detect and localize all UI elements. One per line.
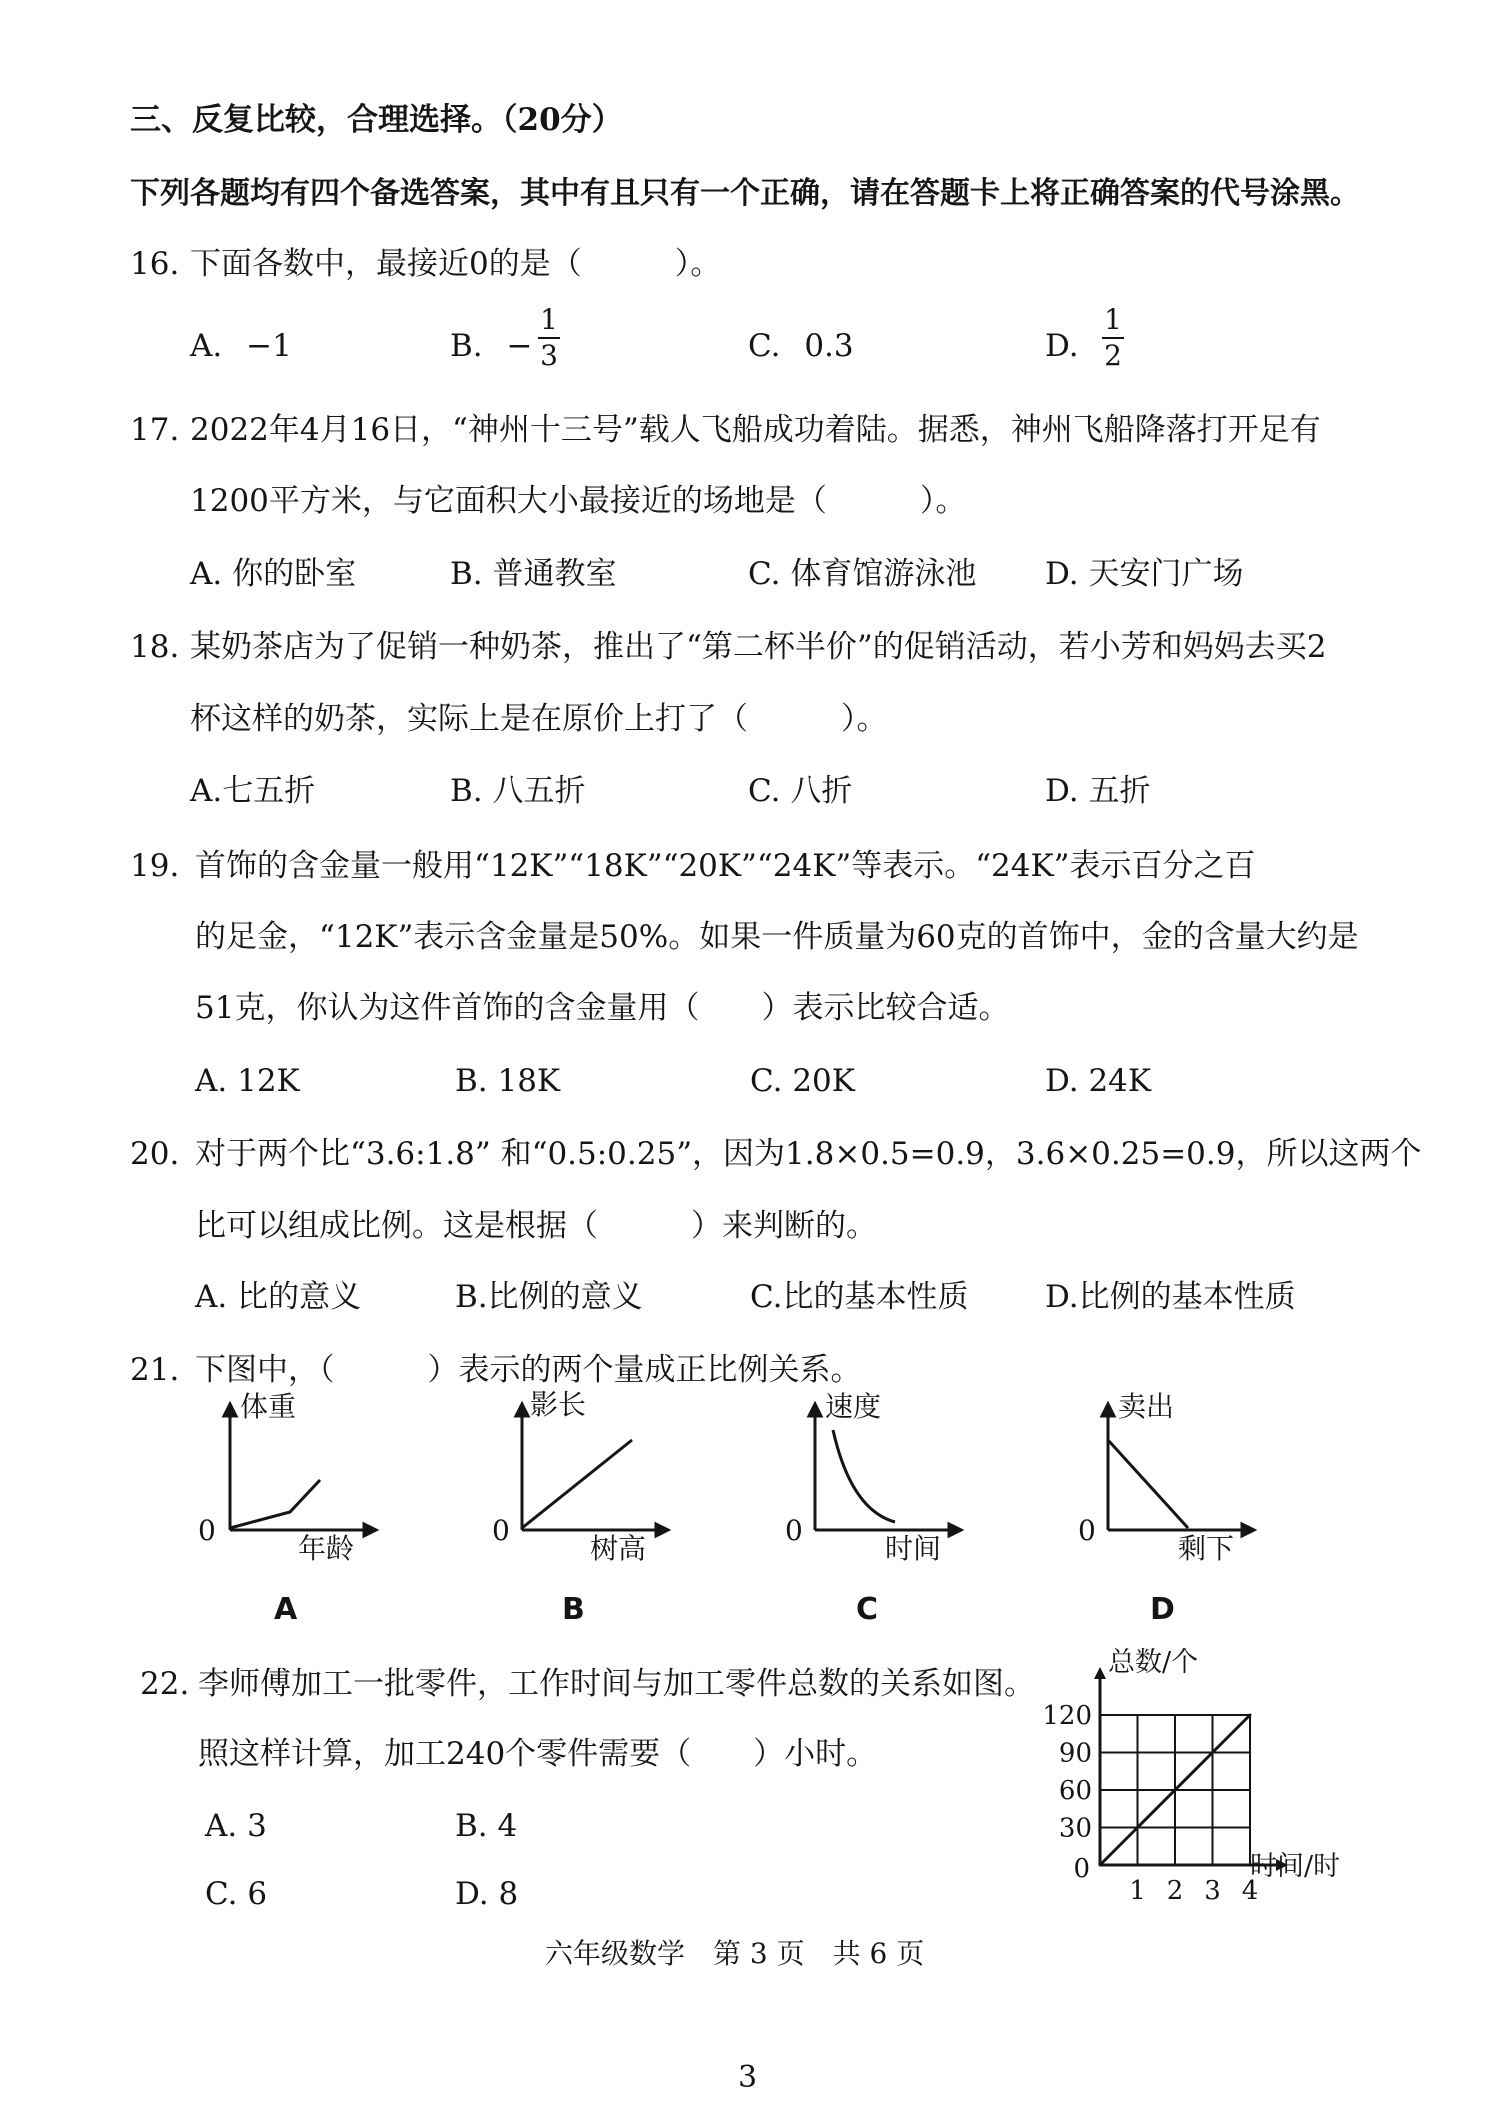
option-label: A. bbox=[190, 328, 223, 364]
data-point bbox=[1136, 1826, 1139, 1829]
q22-option-c: C. 6 bbox=[205, 1876, 268, 1912]
option-label: C. bbox=[748, 328, 781, 364]
graph-b-shadow-tree bbox=[492, 1400, 672, 1550]
q19-option-a: A. 12K bbox=[195, 1063, 300, 1099]
question-19-stem-line1: 首饰的含金量一般用“12K”“18K”“20K”“24K”等表示。“24K”表示百分之百 bbox=[195, 848, 1256, 884]
y-axis-arrow bbox=[224, 1404, 236, 1416]
question-number: 16. bbox=[130, 246, 180, 282]
option-label: D. bbox=[1045, 328, 1079, 364]
question-21-stem: 下图中，（ ）表示的两个量成正比例关系。 bbox=[195, 1352, 862, 1388]
q17-option-a: A. 你的卧室 bbox=[190, 556, 357, 592]
x-axis-arrow bbox=[1242, 1524, 1254, 1536]
graph-line bbox=[230, 1480, 320, 1528]
graph-a-caption: A bbox=[274, 1592, 298, 1627]
q16-option-d bbox=[1045, 326, 1079, 366]
minus-sign: − bbox=[506, 328, 533, 364]
q20-option-c: C.比的基本性质 bbox=[750, 1279, 969, 1315]
q16-option-a bbox=[190, 326, 292, 366]
y-tick-label: 30 bbox=[1058, 1813, 1092, 1844]
question-number: 18. bbox=[130, 629, 180, 665]
question-number: 22. bbox=[140, 1666, 190, 1702]
q17-option-d: D. 天安门广场 bbox=[1045, 556, 1244, 592]
numerator: 1 bbox=[540, 303, 558, 336]
q16-option-c bbox=[748, 326, 854, 366]
graph-c-xlabel: 时间 bbox=[885, 1532, 942, 1565]
numerator: 1 bbox=[1104, 303, 1122, 336]
q22-option-a: A. 3 bbox=[205, 1808, 267, 1844]
question-number: 21. bbox=[130, 1352, 180, 1388]
q18-option-c: C. 八折 bbox=[748, 773, 853, 809]
x-axis-arrow bbox=[949, 1524, 961, 1536]
question-18-stem-line1: 某奶茶店为了促销一种奶茶，推出了“第二杯半价”的促销活动，若小芳和妈妈去买2 bbox=[190, 629, 1327, 665]
graph-d-origin: 0 bbox=[1078, 1514, 1096, 1547]
x-axis-arrow bbox=[364, 1524, 376, 1536]
graph-curve bbox=[833, 1430, 895, 1522]
graph-b-ylabel: 影长 bbox=[530, 1388, 587, 1421]
section-instruction: 下列各题均有四个备选答案，其中有且只有一个正确，请在答题卡上将正确答案的代号涂黑。 bbox=[130, 176, 1360, 211]
question-22-stem-line1: 李师傅加工一批零件，工作时间与加工零件总数的关系如图。 bbox=[198, 1666, 1035, 1702]
chart-ticks bbox=[1042, 1701, 1258, 1905]
page-footer: 六年级数学 第 3 页 共 6 页 bbox=[545, 1937, 925, 1970]
graph-b-xlabel: 树高 bbox=[590, 1532, 647, 1565]
q17-option-b: B. 普通教室 bbox=[450, 556, 617, 592]
y-tick-label: 120 bbox=[1042, 1701, 1092, 1731]
graph-c-caption: C bbox=[856, 1592, 879, 1627]
y-axis-arrow bbox=[516, 1404, 528, 1416]
data-point bbox=[1211, 1751, 1214, 1754]
graph-c-ylabel: 速度 bbox=[825, 1390, 882, 1423]
question-19-stem-line2: 的足金，“12K”表示含金量是50%。如果一件质量为60克的首饰中，金的含量大约是 bbox=[195, 919, 1359, 955]
origin-label: 0 bbox=[1073, 1854, 1090, 1884]
data-point bbox=[1174, 1789, 1177, 1792]
question-18-stem-line2: 杯这样的奶茶，实际上是在原价上打了（ ）。 bbox=[190, 701, 888, 737]
question-20-stem-line2: 比可以组成比例。这是根据（ ）来判断的。 bbox=[195, 1208, 877, 1244]
question-16-stem: 下面各数中，最接近0的是（ ）。 bbox=[190, 246, 722, 282]
graph-d-caption: D bbox=[1150, 1592, 1175, 1627]
q18-option-d: D. 五折 bbox=[1045, 773, 1151, 809]
q19-option-b: B. 18K bbox=[455, 1063, 561, 1099]
question-number: 20. bbox=[130, 1136, 180, 1172]
graph-a-xlabel: 年龄 bbox=[298, 1532, 355, 1565]
graph-a-origin: 0 bbox=[198, 1514, 216, 1547]
graph-d-xlabel: 剩下 bbox=[1178, 1532, 1235, 1565]
y-axis-arrow bbox=[1102, 1404, 1114, 1416]
y-tick-label: 90 bbox=[1058, 1738, 1092, 1769]
q18-option-a: A.七五折 bbox=[190, 773, 316, 809]
q22-option-d: D. 8 bbox=[455, 1876, 519, 1912]
graph-a-ylabel: 体重 bbox=[240, 1390, 297, 1423]
y-tick-label: 60 bbox=[1058, 1776, 1092, 1806]
y-axis-arrow bbox=[1094, 1667, 1106, 1679]
option-value: −1 bbox=[246, 328, 292, 364]
graph-line bbox=[522, 1440, 632, 1528]
q18-option-b: B. 八五折 bbox=[450, 773, 586, 809]
q22-option-b: B. 4 bbox=[455, 1808, 518, 1844]
graph-line bbox=[1108, 1440, 1188, 1528]
x-tick-label: 3 bbox=[1204, 1876, 1221, 1905]
denominator: 3 bbox=[540, 339, 558, 372]
x-tick-label: 4 bbox=[1241, 1876, 1259, 1905]
q20-option-d: D.比例的基本性质 bbox=[1045, 1279, 1296, 1315]
page-number: 3 bbox=[738, 2060, 758, 2095]
q20-option-a: A. 比的意义 bbox=[195, 1279, 362, 1315]
q16-option-b bbox=[450, 326, 532, 366]
y-axis-arrow bbox=[809, 1404, 821, 1416]
chart-xlabel: 时间/时 bbox=[1250, 1851, 1341, 1882]
option-value: 0.3 bbox=[804, 328, 854, 364]
q17-option-c: C. 体育馆游泳池 bbox=[748, 556, 977, 592]
question-17-stem-line2: 1200平方米，与它面积大小最接近的场地是（ ）。 bbox=[190, 483, 967, 519]
fraction-minus-one-third bbox=[538, 305, 560, 371]
question-number: 17. bbox=[130, 412, 180, 448]
data-point bbox=[1099, 1864, 1102, 1867]
q20-option-b: B.比例的意义 bbox=[455, 1279, 643, 1315]
option-label: B. bbox=[450, 328, 483, 364]
question-19-stem-line3: 51克，你认为这件首饰的含金量用（ ）表示比较合适。 bbox=[195, 990, 1010, 1026]
q19-option-d: D. 24K bbox=[1045, 1063, 1152, 1099]
question-20-stem-line1: 对于两个比“3.6:1.8” 和“0.5:0.25”，因为1.8×0.5=0.9，3.6×0.25=0.9，所以这两个 bbox=[195, 1136, 1422, 1172]
graph-d-ylabel: 卖出 bbox=[1118, 1390, 1175, 1423]
question-number: 19. bbox=[130, 848, 180, 884]
fraction-one-half bbox=[1102, 305, 1124, 371]
chart-ylabel: 总数/个 bbox=[1108, 1647, 1199, 1678]
data-point bbox=[1249, 1714, 1252, 1717]
section-title: 三、反复比较，合理选择。（20分） bbox=[130, 102, 623, 138]
axes bbox=[224, 1404, 376, 1536]
graph-b-caption: B bbox=[562, 1592, 585, 1627]
question-22-stem-line2: 照这样计算，加工240个零件需要（ ）小时。 bbox=[198, 1736, 878, 1772]
x-axis-arrow bbox=[656, 1524, 668, 1536]
denominator: 2 bbox=[1104, 339, 1122, 372]
q19-option-c: C. 20K bbox=[750, 1063, 855, 1099]
axes bbox=[809, 1404, 961, 1536]
question-17-stem-line1: 2022年4月16日，“神州十三号”载人飞船成功着陆。据悉，神州飞船降落打开足有 bbox=[190, 412, 1321, 448]
graph-c-origin: 0 bbox=[785, 1514, 803, 1547]
x-tick-label: 1 bbox=[1129, 1876, 1146, 1905]
x-tick-label: 2 bbox=[1166, 1876, 1184, 1905]
graph-b-origin: 0 bbox=[492, 1514, 510, 1547]
